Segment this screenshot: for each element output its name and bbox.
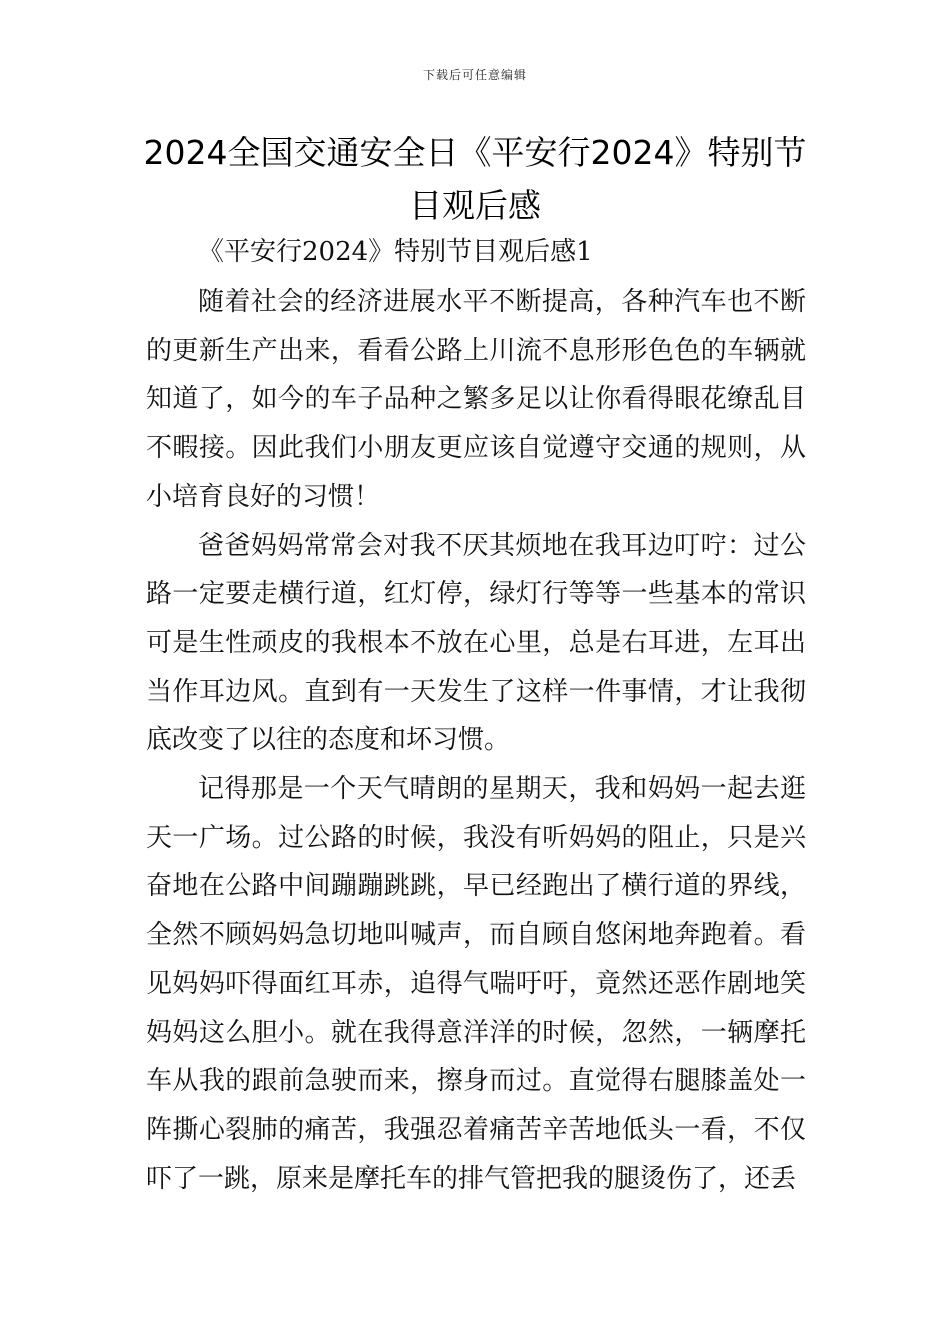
paragraph-1: 随着社会的经济进展水平不断提高，各种汽车也不断的更新生产出来，看看公路上川流不息形形色色的车辆就知道了，如今的车子品种之繁多足以让你看得眼花缭乱目不暇接。因此我们小朋友更应该自觉遵守交通的规则，从小培育良好的习惯！ [146, 287, 806, 512]
section-subtitle: 《平安行2024》特别节目观后感1 [198, 237, 593, 267]
document-body [146, 228, 806, 1203]
paragraph-2: 爸爸妈妈常常会对我不厌其烦地在我耳边叮咛：过公路一定要走横行道，红灯停，绿灯行等等一些基本的常识可是生性顽皮的我根本不放在心里，总是右耳进，左耳出当作耳边风。直到有一天发生了这样一件事情，才让我彻底改变了以往的态度和坏习惯。 [146, 530, 806, 756]
header-note: 下载后可任意编辑 [422, 68, 527, 82]
document-title: 2024全国交通安全日《平安行2024》特别节目观后感 [143, 133, 807, 225]
paragraph-3: 记得那是一个天气晴朗的星期天，我和妈妈一起去逛天一广场。过公路的时候，我没有听妈妈的阻止，只是兴奋地在公路中间蹦蹦跳跳，早已经跑出了横行道的界线，全然不顾妈妈急切地叫喊声，而自顾自悠闲地奔跑着。看见妈妈吓得面红耳赤，追得气喘吁吁，竟然还恶作剧地笑妈妈这么胆小。就在我得意洋洋的时候，忽然，一辆摩托车从我的跟前急驶而来，擦身而过。直觉得右腿膝盖处一阵撕心裂肺的痛苦，我强忍着痛苦辛苦地低头一看，不仅吓了一跳，原来是摩托车的排气管把我的腿烫伤了，还丢 [146, 774, 806, 1194]
